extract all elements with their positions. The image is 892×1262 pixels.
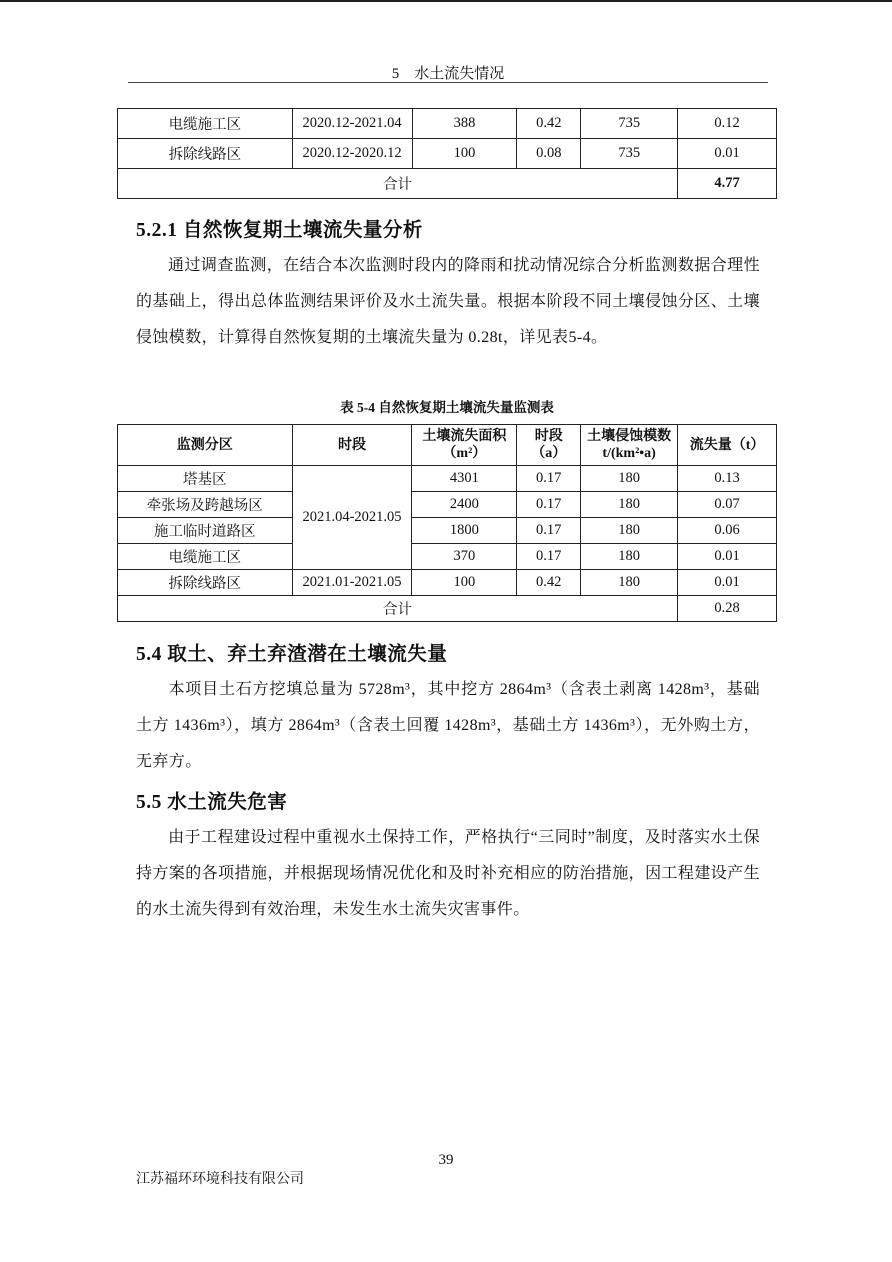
table-row (118, 544, 777, 570)
time-cell: 0.17 (517, 492, 581, 518)
section-paragraph-5-5: 由于工程建设过程中重视水土保持工作，严格执行“三同时”制度，及时落实水土保持方案的各项措施，并根据现场情况优化和及时补充相应的防治措施，因工程建设产生的水土流失得到有效治理，未发生水土流失灾害事件。 (136, 829, 760, 918)
loss-cell: 0.01 (678, 570, 777, 596)
table-row (118, 492, 777, 518)
total-label: 合计 (118, 596, 678, 622)
area-cell: 388 (412, 109, 517, 139)
time-cell: 0.17 (517, 544, 581, 570)
zone-cell: 电缆施工区 (118, 544, 293, 570)
section-paragraph-5-2-1: 通过调查监测，在结合本次监测时段内的降雨和扰动情况综合分析监测数据合理性的基础上，得出总体监测结果评价及水土流失量。根据本阶段不同土壤侵蚀分区、土壤侵蚀模数，计算得自然恢复期的土壤流失量为 0.28t，详见表5-4。 (136, 257, 760, 346)
period-cell: 2021.01-2021.05 (292, 570, 412, 596)
modulus-cell: 180 (581, 518, 678, 544)
header-divider (128, 82, 768, 83)
modulus-cell: 735 (581, 109, 678, 139)
period-cell: 2020.12-2021.04 (292, 109, 412, 139)
section-heading-5-2-1: 5.2.1 自然恢复期土壤流失量分析 (136, 220, 423, 241)
section-heading-5-5: 5.5 水土流失危害 (136, 792, 288, 813)
modulus-cell: 735 (581, 139, 678, 169)
table-caption: 表 5-4 自然恢复期土壤流失量监测表 (340, 400, 554, 415)
zone-cell: 拆除线路区 (118, 139, 293, 169)
modulus-cell: 180 (581, 544, 678, 570)
area-cell: 370 (412, 544, 517, 570)
time-cell: 0.42 (517, 570, 581, 596)
area-cell: 100 (412, 570, 517, 596)
header-zone: 监测分区 (118, 425, 293, 466)
loss-cell: 0.01 (678, 139, 777, 169)
header-period: 时段 (292, 425, 412, 466)
total-row (118, 169, 777, 199)
table-row (118, 109, 777, 139)
continued-soil-loss-table (117, 108, 777, 199)
footer-company-name: 江苏福环环境科技有限公司 (136, 1172, 304, 1187)
table-row (118, 466, 777, 492)
zone-cell: 牵张场及跨越场区 (118, 492, 293, 518)
section-heading-5-4: 5.4 取土、弃土弃渣潜在土壤流失量 (136, 644, 448, 665)
area-cell: 100 (412, 139, 517, 169)
time-cell: 0.42 (517, 109, 581, 139)
natural-recovery-soil-loss-table (117, 424, 777, 622)
shared-period-cell: 2021.04-2021.05 (292, 466, 412, 570)
loss-cell: 0.01 (678, 544, 777, 570)
section-paragraph-5-4: 本项目土石方挖填总量为 5728m³，其中挖方 2864m³（含表土剥离 1428m³，基础土方 1436m³），填方 2864m³（含表土回覆 1428m³，基础土方 1436m³），无外购土方，无弃方。 (136, 681, 760, 770)
loss-cell: 0.06 (678, 518, 777, 544)
modulus-cell: 180 (581, 466, 678, 492)
time-cell: 0.17 (517, 466, 581, 492)
time-cell: 0.08 (517, 139, 581, 169)
header-loss: 流失量（t） (678, 425, 777, 466)
zone-cell: 塔基区 (118, 466, 293, 492)
total-value: 0.28 (678, 596, 777, 622)
total-value: 4.77 (678, 169, 777, 199)
loss-cell: 0.12 (678, 109, 777, 139)
period-cell: 2020.12-2020.12 (292, 139, 412, 169)
total-row (118, 596, 777, 622)
area-cell: 1800 (412, 518, 517, 544)
table-row (118, 570, 777, 596)
header-area: 土壤流失面积 （m²） (412, 425, 517, 466)
table-row (118, 139, 777, 169)
loss-cell: 0.13 (678, 466, 777, 492)
area-cell: 2400 (412, 492, 517, 518)
table-row (118, 518, 777, 544)
total-label: 合计 (118, 169, 678, 199)
page-number: 39 (438, 1152, 454, 1168)
loss-cell: 0.07 (678, 492, 777, 518)
top-border-line (0, 0, 892, 2)
zone-cell: 施工临时道路区 (118, 518, 293, 544)
table-header-row (118, 425, 777, 466)
header-modulus: 土壤侵蚀模数 t/(km²•a) (581, 425, 678, 466)
area-cell: 4301 (412, 466, 517, 492)
time-cell: 0.17 (517, 518, 581, 544)
modulus-cell: 180 (581, 492, 678, 518)
zone-cell: 拆除线路区 (118, 570, 293, 596)
zone-cell: 电缆施工区 (118, 109, 293, 139)
header-time: 时段 （a） (517, 425, 581, 466)
page-header-title: 5 水土流失情况 (391, 66, 505, 82)
modulus-cell: 180 (581, 570, 678, 596)
